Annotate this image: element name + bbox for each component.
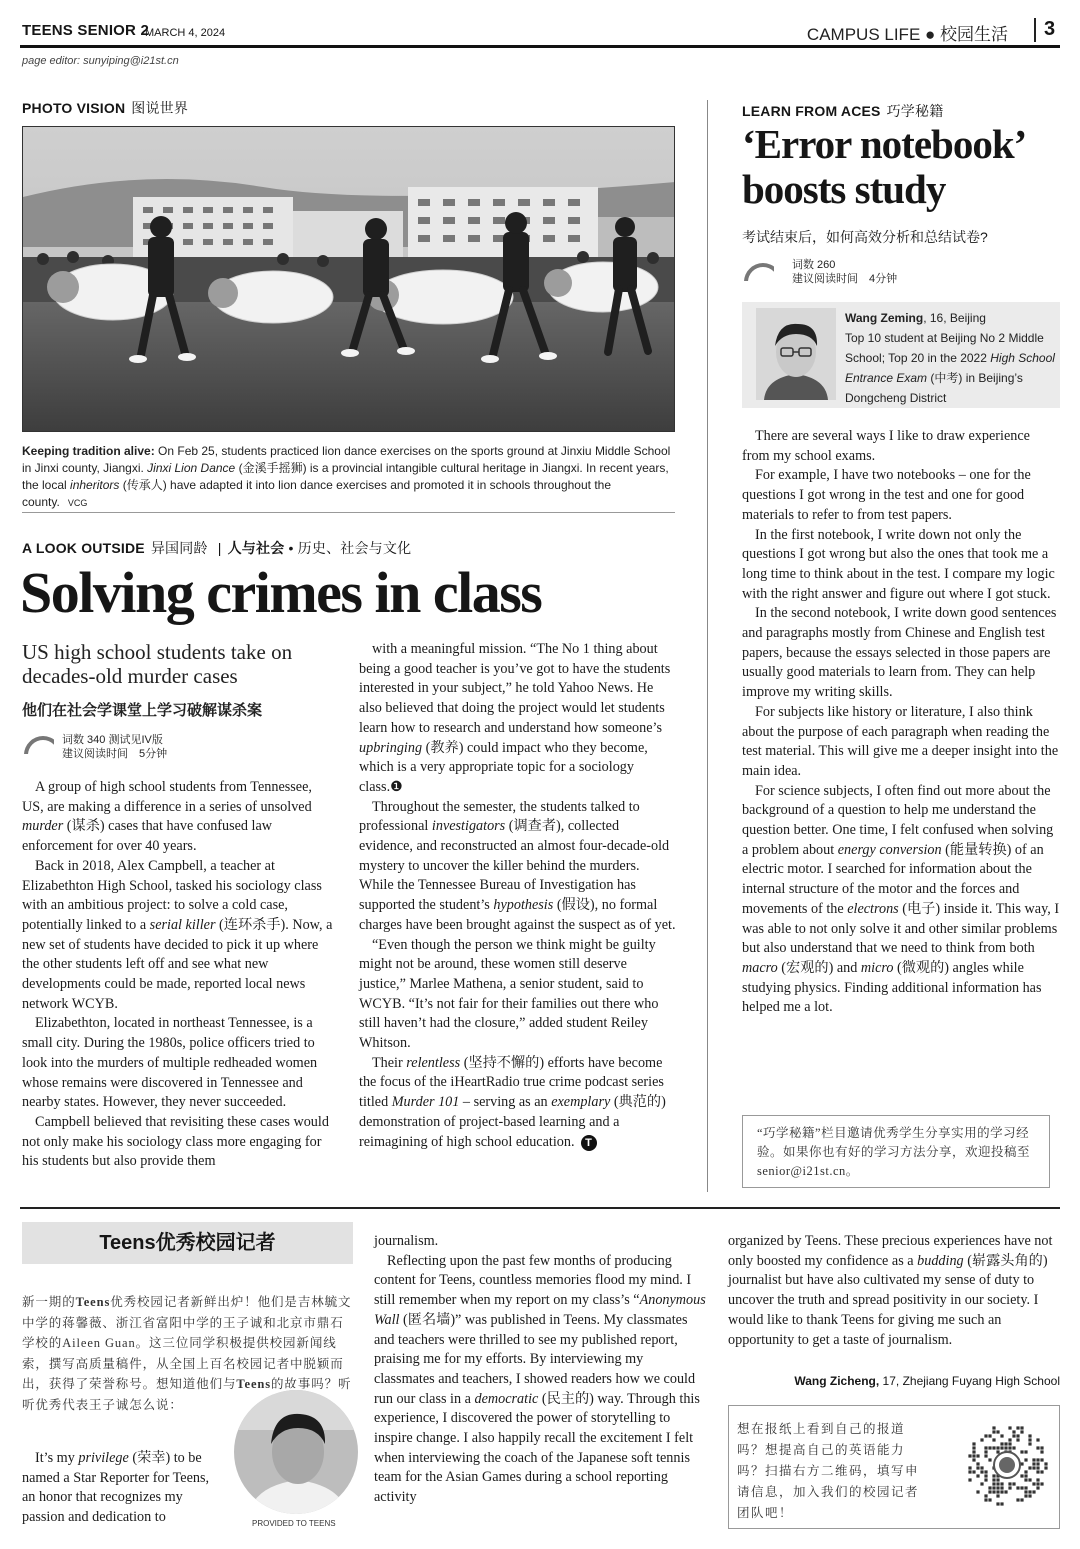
text-run: A group of high school students from Tennessee, US, are making a difference in a series of unsolved bbox=[22, 779, 312, 815]
qr-module bbox=[1036, 1438, 1039, 1441]
qr-module bbox=[972, 1446, 975, 1449]
qr-module bbox=[988, 1498, 991, 1501]
text-run: For subjects like history or literature, I also think about the purpose of each paragraph when reading the test material. This will give me a deeper insight into the main idea. bbox=[742, 703, 1059, 779]
qr-module bbox=[1036, 1458, 1039, 1461]
photo-vision-kicker bbox=[22, 98, 188, 118]
caption-divider bbox=[22, 512, 675, 513]
star-reporter-banner: Teens优秀校园记者 bbox=[22, 1222, 353, 1264]
text-run: “Even though the person we think might be guilty might not be around, these women still deserve justice,” Marlee Mathena, a senior student, said to WCYB. “It’s not fair for their families out there who still haven’t had the closure,” added student Reiley Whitson. bbox=[359, 936, 659, 1052]
qr-module bbox=[1020, 1426, 1023, 1429]
qr-module bbox=[972, 1454, 975, 1457]
qr-module bbox=[980, 1466, 983, 1469]
word-count: 词数 260 bbox=[792, 259, 836, 271]
paragraph bbox=[22, 857, 336, 1015]
paragraph bbox=[22, 1014, 336, 1113]
qr-module bbox=[1028, 1490, 1031, 1493]
qr-module bbox=[1020, 1498, 1023, 1501]
text-run: (教养) could impact who they become, which is a very appropriate topic for a sociology class.❶ bbox=[359, 739, 648, 795]
article-column-1 bbox=[22, 778, 336, 1172]
paragraph bbox=[359, 1054, 676, 1153]
page-editor: page editor: sunyiping@i21st.cn bbox=[22, 55, 179, 67]
caption-text: On Feb 25, students practiced lion dance exercises on the sports ground at Jinxiu Middle School in Jinxi county, Jiangxi. bbox=[22, 444, 671, 475]
qr-module bbox=[984, 1434, 987, 1437]
vocab-term: hypothesis bbox=[493, 897, 554, 914]
page-number: 3 bbox=[1044, 18, 1056, 40]
vocab-term: budding bbox=[917, 1252, 964, 1269]
lion-dance-illustration bbox=[23, 127, 675, 432]
qr-module bbox=[1000, 1502, 1003, 1505]
portrait-credit: PROVIDED TO TEENS bbox=[252, 1519, 336, 1528]
qr-module bbox=[1028, 1438, 1031, 1441]
qr-module bbox=[972, 1442, 975, 1445]
qr-module bbox=[992, 1426, 995, 1429]
qr-module bbox=[976, 1466, 979, 1469]
qr-module bbox=[1000, 1486, 1003, 1489]
qr-module bbox=[1028, 1478, 1031, 1481]
text-run: (匿名墙)” was published in Teens. My classmates and teachers were thrilled to see my published report, praising me for my efforts. By interviewing my classmates and teachers, I showed readers how we could run our class in a bbox=[374, 1311, 696, 1407]
qr-module bbox=[1020, 1474, 1023, 1477]
text-run: (谋杀) cases that have confused law enforcement for over 40 years. bbox=[22, 818, 273, 855]
bottom-section-rule bbox=[20, 1207, 1060, 1209]
reporter-school: 17, Zhejiang Fuyang High School bbox=[879, 1374, 1060, 1388]
qr-module bbox=[1032, 1482, 1035, 1485]
caption-text: (传承人) have adapted it into lion dance exercises and promoted it in schools throughout the county. bbox=[22, 478, 612, 509]
text-run: It’s my bbox=[35, 1450, 79, 1466]
qr-module bbox=[1020, 1450, 1023, 1453]
qr-module bbox=[1016, 1486, 1019, 1489]
text-run: (调查者), collected evidence, and reconstructed an almost four-decade-old mystery to uncover the killer behind the murders. While the Tennessee Bureau of Investigation has supported the student’s bbox=[359, 818, 670, 914]
qr-module bbox=[1000, 1434, 1003, 1437]
qr-module bbox=[992, 1478, 995, 1481]
qr-module bbox=[1016, 1498, 1019, 1501]
qr-module bbox=[984, 1450, 987, 1453]
qr-code-icon[interactable] bbox=[962, 1420, 1052, 1510]
qr-module bbox=[1020, 1486, 1023, 1489]
vocab-term: electrons bbox=[847, 900, 899, 917]
qr-module bbox=[1012, 1430, 1015, 1433]
qr-module bbox=[1036, 1462, 1039, 1465]
qr-module bbox=[1020, 1430, 1023, 1433]
issue-date: MARCH 4, 2024 bbox=[145, 27, 226, 39]
qr-module bbox=[1004, 1490, 1007, 1493]
qr-module bbox=[1000, 1490, 1003, 1493]
qr-module bbox=[1036, 1446, 1039, 1449]
aces-article-body bbox=[742, 427, 1060, 1018]
text-run: For science subjects, I often find out more about the background of a question to help me understand the question better. One time, I felt confused when solving a problem about bbox=[742, 782, 1054, 858]
qr-module bbox=[984, 1474, 987, 1477]
qr-module bbox=[1024, 1450, 1027, 1453]
vocab-term: macro bbox=[742, 959, 778, 976]
reporter-name: Wang Zicheng, bbox=[794, 1374, 880, 1388]
text-run: (能量转换) of an electric motor. I searched for information about the internal structure of the motor and the forces and movements of the bbox=[742, 841, 1044, 917]
text-run: (崭露头角的) journalist but have also cultivated my sense of duty to uncover the truth and spread positivity in our society. I would like to thank Teens for giving me such an opportunity to get a taste of journalism. bbox=[728, 1252, 1048, 1348]
qr-module bbox=[1000, 1446, 1003, 1449]
qr-code-graphic bbox=[962, 1420, 1052, 1510]
column-note: “巧学秘籍”栏目邀请优秀学生分享实用的学习经验。如果你也有好的学习方法分享，欢迎投稿至senior@i21st.cn。 bbox=[742, 1115, 1050, 1188]
paragraph bbox=[728, 1232, 1060, 1350]
text-run: (电子) inside it. This way, I was able to not only solve it and other similar problems but also understand that we need to think from both bbox=[742, 900, 1060, 957]
brand-name: Teens bbox=[75, 1295, 111, 1309]
qr-module bbox=[1036, 1486, 1039, 1489]
qr-module bbox=[1016, 1438, 1019, 1441]
qr-module bbox=[988, 1486, 991, 1489]
deck-chinese: 他们在社会学课堂上学习破解谋杀案 bbox=[22, 702, 263, 719]
kicker-en: LEARN FROM ACES bbox=[742, 103, 881, 119]
vocab-term: Anonymous Wall bbox=[374, 1292, 706, 1328]
qr-module bbox=[1012, 1434, 1015, 1437]
qr-module bbox=[1040, 1446, 1043, 1449]
qr-module bbox=[984, 1446, 987, 1449]
text-run: (连环杀手). Now, a new set of students have decided to pick it up where the other students left off and see what new developments could be made, reported local news network WCYB. bbox=[22, 916, 333, 1012]
caption-text: (金溪手摇狮) is a provincial intangible cultural heritage in Jiangxi. In recent years, the local bbox=[22, 461, 669, 492]
aces-subtitle: 考试结束后，如何高效分析和总结试卷? bbox=[742, 229, 988, 245]
qr-module bbox=[996, 1446, 999, 1449]
paragraph bbox=[374, 1252, 706, 1508]
qr-module bbox=[1040, 1450, 1043, 1453]
qr-module bbox=[976, 1490, 979, 1493]
qr-module bbox=[984, 1498, 987, 1501]
qr-module bbox=[1008, 1438, 1011, 1441]
vocab-term: murder bbox=[22, 818, 64, 835]
qr-module bbox=[1040, 1482, 1043, 1485]
qr-module bbox=[1012, 1446, 1015, 1449]
qr-module bbox=[1032, 1466, 1035, 1469]
qr-module bbox=[1024, 1486, 1027, 1489]
caption-term: Jinxi Lion Dance bbox=[147, 461, 236, 475]
learn-from-aces-kicker bbox=[742, 101, 943, 121]
qr-module bbox=[1024, 1458, 1027, 1461]
paragraph bbox=[374, 1232, 706, 1252]
qr-module bbox=[992, 1482, 995, 1485]
qr-module bbox=[996, 1478, 999, 1481]
qr-module bbox=[996, 1490, 999, 1493]
masthead-divider bbox=[1034, 18, 1036, 42]
text-run: (微观的) angles while studying physics. Finding additional information has helped me a lot. bbox=[742, 959, 1042, 1016]
reading-gauge-icon bbox=[744, 263, 774, 281]
qr-module bbox=[1032, 1490, 1035, 1493]
qr-module bbox=[992, 1490, 995, 1493]
text-run: For example, I have two notebooks – one for the questions I got wrong in the test and one for good materials to refer to from test papers. bbox=[742, 467, 1031, 523]
vocab-term: investigators bbox=[431, 818, 506, 835]
qr-module bbox=[968, 1454, 971, 1457]
qr-module bbox=[996, 1494, 999, 1497]
vocab-term: upbringing bbox=[359, 739, 423, 756]
reading-time: 建议阅读时间 4分钟 bbox=[792, 273, 898, 285]
text-run: Back in 2018, Alex Campbell, a teacher at Elizabethton High School, tasked his sociology class with an ambitious project: to solve a cold case, potentially linked to a bbox=[22, 857, 322, 933]
text-run: with a meaningful mission. “The No 1 thing about being a good teacher is you’ve got to have the students interested in your subject,” he told Yahoo News. He also believed that doing the project would let students learn how to research and understand how someone’s bbox=[359, 641, 671, 736]
qr-module bbox=[992, 1430, 995, 1433]
text-run: In the first notebook, I write down not only the questions I got wrong but also the ones that took me a long time to think about in the test. I compare my logic with the right answer and figure out where I got stuck. bbox=[742, 526, 1055, 602]
qr-module bbox=[1024, 1474, 1027, 1477]
intro-text: 的故事吗？听听优秀代表王子诚怎么说： bbox=[22, 1377, 352, 1412]
paragraph bbox=[742, 427, 1060, 466]
qr-module bbox=[1036, 1478, 1039, 1481]
qr-module bbox=[1008, 1482, 1011, 1485]
paragraph bbox=[742, 526, 1060, 605]
author-desc: Top 10 student at Beijing No 2 Middle School; Top 20 in the 2022 bbox=[845, 331, 1044, 365]
qr-module bbox=[968, 1478, 971, 1481]
text-run: Reflecting upon the past few months of producing content for Teens, countless memories flood my mind. I still remember when my report on my class’s “ bbox=[374, 1252, 692, 1309]
kicker-cn: 异国同龄 bbox=[150, 540, 208, 556]
qr-module bbox=[1004, 1446, 1007, 1449]
qr-module bbox=[1016, 1434, 1019, 1437]
paragraph bbox=[359, 798, 676, 936]
reporter-column-2 bbox=[374, 1232, 706, 1508]
kicker-theme: 人与社会 bbox=[227, 540, 285, 556]
qr-module bbox=[976, 1474, 979, 1477]
kicker-cn: 图说世界 bbox=[131, 100, 189, 116]
caption-term: inheritors bbox=[70, 478, 120, 492]
paragraph bbox=[742, 604, 1060, 703]
paper-name: TEENS SENIOR 2 bbox=[22, 22, 149, 39]
reading-meta bbox=[792, 258, 897, 286]
qr-module bbox=[1008, 1446, 1011, 1449]
text-run: Campbell believed that revisiting these cases would not only make his sociology class more engaging for his students but also provide them bbox=[22, 1113, 329, 1170]
text-run: (民主的) way. Through this experience, I discovered the power of storytelling to inspire change. I also happily recall the excitement I felt when interviewing the coach of the Japanese soft tennis team for the Asian Games during a school reporting activity bbox=[374, 1390, 700, 1506]
vocab-term: Murder 101 bbox=[391, 1094, 460, 1111]
qr-module bbox=[984, 1494, 987, 1497]
qr-module bbox=[984, 1478, 987, 1481]
kicker-en: A LOOK OUTSIDE bbox=[22, 540, 145, 556]
caption-lead: Keeping tradition alive: bbox=[22, 444, 155, 458]
qr-module bbox=[1012, 1482, 1015, 1485]
qr-module bbox=[1028, 1434, 1031, 1437]
qr-module bbox=[1028, 1442, 1031, 1445]
text-run: (荣幸) to be named a Star Reporter for Teens, an honor that recognizes my passion and dedication to bbox=[22, 1450, 210, 1526]
qr-module bbox=[1000, 1442, 1003, 1445]
recruit-text: 想在报纸上看到自己的报道吗？想提高自己的英语能力吗？扫描右方二维码，填写申请信息，加入我们的校园记者团队吧！ bbox=[737, 1422, 920, 1520]
qr-module bbox=[1008, 1486, 1011, 1489]
deck-english: US high school students take on decades-old murder cases bbox=[22, 640, 293, 688]
paragraph bbox=[742, 782, 1060, 1018]
qr-module bbox=[1036, 1470, 1039, 1473]
text-run: In the second notebook, I write down good sentences and paragraphs mostly from Chinese and English test papers, because the essays selected in those papers are usually good materials to learn from. They can help improve my writing skills. bbox=[742, 605, 1057, 701]
text-run: journalism. bbox=[374, 1233, 439, 1249]
lion-dance-photo bbox=[22, 126, 675, 432]
text-run: – serving as an bbox=[459, 1094, 552, 1111]
qr-module bbox=[1044, 1466, 1047, 1469]
qr-module bbox=[992, 1474, 995, 1477]
reporter-signature bbox=[728, 1374, 1060, 1388]
qr-module bbox=[996, 1450, 999, 1453]
author-name: Wang Zeming bbox=[845, 311, 924, 325]
qr-module bbox=[1028, 1466, 1031, 1469]
reporter-column-1 bbox=[22, 1449, 222, 1528]
intro-text: 新一期的 bbox=[22, 1295, 76, 1309]
kicker-topics: • 历史、社会与文化 bbox=[284, 540, 412, 556]
kicker-cn: 巧学秘籍 bbox=[886, 103, 944, 119]
qr-module bbox=[1016, 1426, 1019, 1429]
headline: Solving crimes in class bbox=[20, 560, 542, 625]
text-run: Their bbox=[372, 1054, 407, 1071]
qr-module bbox=[1032, 1462, 1035, 1465]
end-mark-icon: T bbox=[581, 1135, 597, 1151]
qr-module bbox=[980, 1438, 983, 1441]
qr-module bbox=[996, 1430, 999, 1433]
qr-module bbox=[976, 1462, 979, 1465]
qr-module bbox=[1008, 1426, 1011, 1429]
qr-module bbox=[1000, 1482, 1003, 1485]
qr-module bbox=[1024, 1470, 1027, 1473]
vocab-term: relentless bbox=[406, 1054, 461, 1071]
vocab-term: privilege bbox=[78, 1450, 129, 1466]
reporter-portrait bbox=[232, 1388, 360, 1516]
author-age-city: , 16, Beijing bbox=[923, 311, 986, 325]
word-count: 词数 340 测试见IV版 bbox=[62, 734, 163, 746]
vocab-term: energy conversion bbox=[837, 841, 942, 858]
kicker-en: PHOTO VISION bbox=[22, 100, 126, 116]
vocab-term: democratic bbox=[474, 1390, 539, 1407]
qr-module bbox=[996, 1486, 999, 1489]
author-photo bbox=[756, 308, 836, 400]
aces-headline: ‘Error notebook’ boosts study bbox=[742, 121, 1024, 212]
reading-time: 建议阅读时间 5分钟 bbox=[62, 748, 168, 760]
article-column-2 bbox=[359, 640, 676, 1152]
qr-module bbox=[1032, 1458, 1035, 1461]
qr-module bbox=[980, 1482, 983, 1485]
qr-module bbox=[1024, 1490, 1027, 1493]
paragraph bbox=[22, 778, 336, 857]
text-run: (典范的) demonstration of project-based learning and a reimagining of high school education. bbox=[359, 1094, 666, 1150]
qr-module bbox=[988, 1458, 991, 1461]
reading-meta bbox=[62, 733, 167, 761]
paragraph bbox=[742, 703, 1060, 782]
qr-module bbox=[968, 1470, 971, 1473]
text-run: There are several ways I like to draw experience from my school exams. bbox=[742, 428, 1030, 464]
qr-module bbox=[988, 1434, 991, 1437]
qr-module bbox=[972, 1458, 975, 1461]
vocab-term: exemplary bbox=[551, 1094, 611, 1111]
qr-module bbox=[1036, 1466, 1039, 1469]
vocab-term: serial killer bbox=[149, 916, 216, 933]
intro-text: 优秀校园记者新鲜出炉！他们是吉林毓文中学的蒋馨薇、浙江省富阳中学的王子诚和北京市鼎石学校的Aileen Guan。这三位同学积极提供校园新闻线索，撰写高质量稿件，从全国上百名校园记者中脱颖而出，获得了荣誉称号。想知道他们与 bbox=[22, 1295, 352, 1391]
author-profile bbox=[845, 308, 1055, 408]
qr-module bbox=[1004, 1442, 1007, 1445]
paragraph bbox=[22, 1449, 222, 1528]
paragraph bbox=[359, 936, 676, 1054]
reporter-portrait-icon bbox=[234, 1390, 360, 1516]
qr-module bbox=[996, 1482, 999, 1485]
text-run: Elizabethton, located in northeast Tennessee, is a small city. During the 1980s, police officers tried to look into the murders of multiple redheaded women whose remains were discovered in Tennessee and nearby states. However, they never succeeded. bbox=[22, 1015, 318, 1111]
qr-module bbox=[1024, 1494, 1027, 1497]
vocab-term: micro bbox=[860, 959, 894, 976]
reading-gauge-icon bbox=[24, 736, 54, 754]
brand-name: Teens bbox=[236, 1377, 272, 1391]
qr-module bbox=[1028, 1494, 1031, 1497]
column-divider bbox=[707, 100, 708, 1192]
paragraph bbox=[742, 466, 1060, 525]
qr-module bbox=[1040, 1470, 1043, 1473]
qr-module bbox=[1008, 1442, 1011, 1445]
look-outside-kicker bbox=[22, 538, 411, 558]
text-run: (假设), no formal charges have been brought against the suspect as of yet. bbox=[359, 897, 676, 933]
author-portrait-icon bbox=[756, 308, 836, 400]
qr-module bbox=[968, 1466, 971, 1469]
qr-module bbox=[992, 1486, 995, 1489]
qr-module bbox=[988, 1446, 991, 1449]
section-name: CAMPUS LIFE ● 校园生活 bbox=[806, 25, 1008, 44]
kicker-separator: | bbox=[217, 540, 222, 556]
qr-module bbox=[984, 1454, 987, 1457]
author-desc-term: High School Entrance Exam bbox=[845, 351, 1055, 385]
qr-module bbox=[980, 1470, 983, 1473]
paragraph bbox=[359, 640, 676, 798]
qr-module bbox=[976, 1454, 979, 1457]
photo-credit: VCG bbox=[67, 498, 88, 508]
masthead-rule bbox=[20, 45, 1060, 48]
qr-module bbox=[992, 1446, 995, 1449]
qr-module bbox=[972, 1470, 975, 1473]
qr-module bbox=[996, 1502, 999, 1505]
qr-module bbox=[1036, 1482, 1039, 1485]
photo-caption bbox=[22, 443, 678, 512]
text-run: (坚持不懈的) efforts have become the focus of the iHeartRadio true crime podcast series titled bbox=[359, 1054, 664, 1111]
qr-module bbox=[1024, 1478, 1027, 1481]
qr-module bbox=[972, 1450, 975, 1453]
text-run: (宏观的) and bbox=[777, 959, 861, 976]
paragraph bbox=[22, 1113, 336, 1172]
qr-module bbox=[984, 1470, 987, 1473]
qr-module bbox=[988, 1490, 991, 1493]
qr-module bbox=[1040, 1458, 1043, 1461]
reporter-column-3 bbox=[728, 1232, 1060, 1350]
qr-module bbox=[1044, 1462, 1047, 1465]
text-run: organized by Teens. These precious experiences have not only boosted my confidence as a bbox=[728, 1233, 1053, 1269]
qr-module bbox=[992, 1438, 995, 1441]
text-run: Throughout the semester, the students talked to professional bbox=[359, 798, 640, 835]
author-desc: (中考) in Beijing’s Dongcheng District bbox=[845, 371, 1023, 405]
